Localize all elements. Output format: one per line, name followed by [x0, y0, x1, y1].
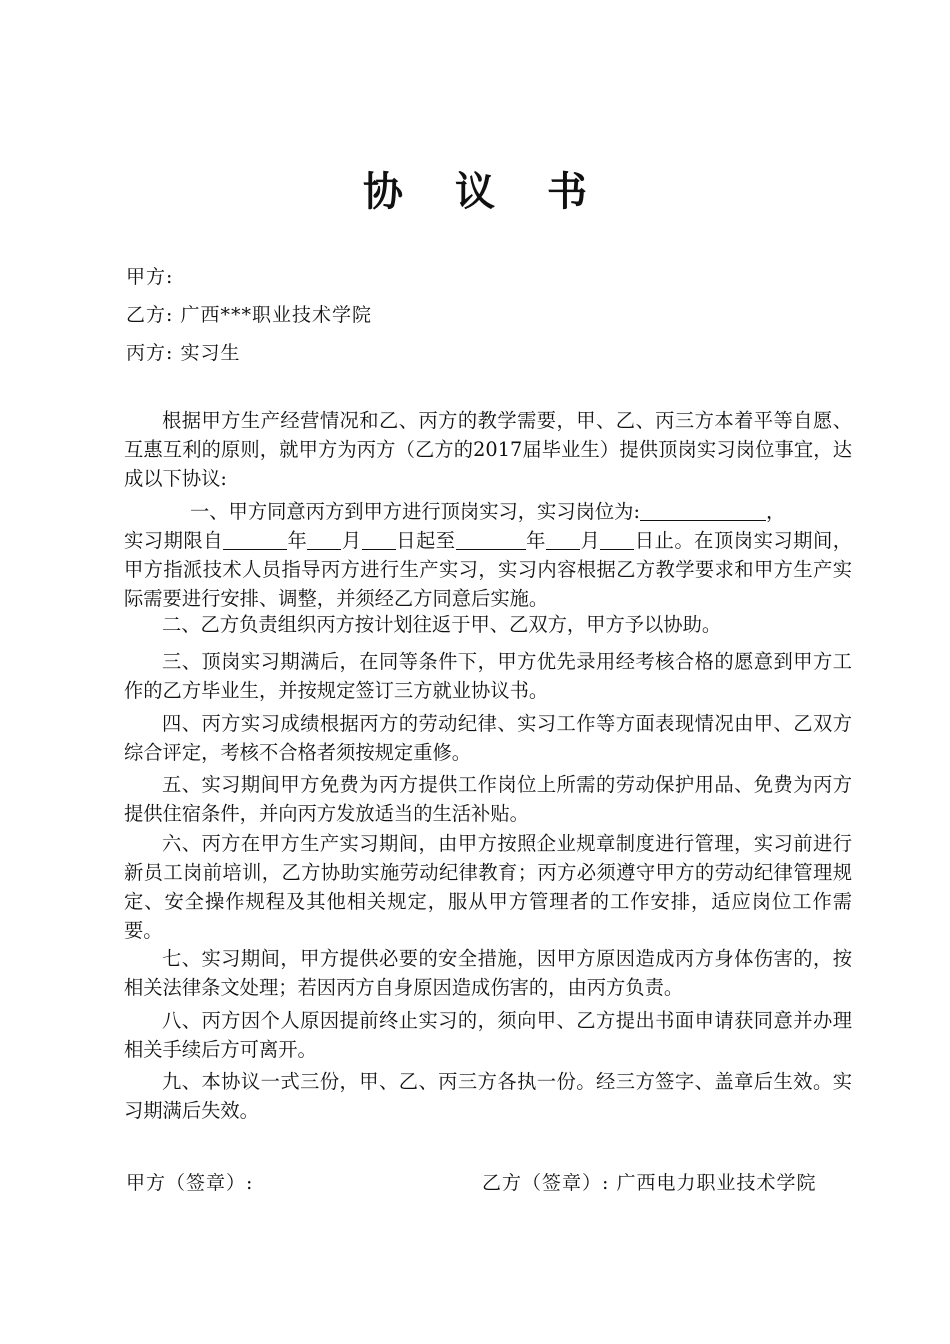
clause-9 — [124, 1067, 852, 1125]
clause-5 — [124, 770, 852, 828]
clause-3 — [124, 647, 852, 705]
title-char-1: 协 — [363, 169, 403, 215]
clause-4 — [124, 709, 852, 767]
clause-7 — [124, 944, 852, 1002]
clause-8-text: 八、丙方因个人原因提前终止实习的，须向甲、乙方提出书面申请获同意并办理相关手续后方可离开。 — [124, 1009, 852, 1061]
start-year-label: 年 — [287, 529, 308, 552]
clause-1-text — [124, 497, 852, 613]
clause-1-comma: ， — [765, 500, 786, 523]
title-char-3: 书 — [547, 169, 587, 215]
end-year-blank[interactable] — [456, 529, 526, 550]
party-a-line: 甲方: — [126, 266, 174, 288]
end-year-label: 年 — [525, 529, 546, 552]
clause-3-text: 三、顶岗实习期满后，在同等条件下，甲方优先录用经考核合格的愿意到甲方工作的乙方毕业生，并按规定签订三方就业协议书。 — [124, 650, 852, 702]
end-month-label: 月 — [579, 529, 601, 552]
party-b-signature: 乙方（签章）: 广西电力职业技术学院 — [482, 1172, 817, 1194]
term-from-label: 实习期限自 — [124, 529, 224, 552]
clause-1-part-1: 一、甲方同意丙方到甲方进行顶岗实习，实习岗位为: — [190, 500, 640, 523]
clause-7-text: 七、实习期间，甲方提供必要的安全措施，因甲方原因造成丙方身体伤害的，按相关法律条文处理；若因丙方自身原因造成伤害的，由丙方负责。 — [124, 947, 852, 999]
title-char-2: 议 — [455, 169, 495, 215]
end-day-blank[interactable] — [600, 529, 634, 550]
document-title — [0, 160, 950, 217]
start-month-label: 月 — [341, 529, 362, 552]
intro-text: 根据甲方生产经营情况和乙、丙方的教学需要，甲、乙、丙三方本着平等自愿、互惠互利的原则，就甲方为丙方（乙方的2017届毕业生）提供顶岗实习岗位事宜，达成以下协议: — [124, 409, 852, 490]
start-year-blank[interactable] — [223, 529, 287, 550]
start-month-blank[interactable] — [307, 529, 341, 550]
party-c-line: 丙方: 实习生 — [126, 342, 241, 364]
clause-9-text: 九、本协议一式三份，甲、乙、丙三方各执一份。经三方签字、盖章后生效。实习期满后失效。 — [124, 1070, 852, 1122]
position-blank[interactable] — [640, 500, 766, 521]
start-day-label: 日起至 — [395, 529, 456, 552]
clause-6 — [124, 829, 852, 945]
end-month-blank[interactable] — [546, 529, 580, 550]
party-b-line: 乙方: 广西***职业技术学院 — [126, 304, 372, 326]
clause-2 — [124, 610, 852, 639]
party-a-signature: 甲方（签章）: — [126, 1172, 254, 1194]
clause-4-text: 四、丙方实习成绩根据丙方的劳动纪律、实习工作等方面表现情况由甲、乙双方综合评定，考核不合格者须按规定重修。 — [124, 712, 852, 764]
start-day-blank[interactable] — [362, 529, 396, 550]
clause-2-text: 二、乙方负责组织丙方按计划往返于甲、乙双方，甲方予以协助。 — [162, 613, 722, 636]
intro-paragraph — [124, 406, 852, 493]
clause-1-rest: 日止。在顶岗实习期间，甲方指派技术人员指导丙方进行生产实习，实习内容根据乙方教学要求和甲方生产实际需要进行安排、调整，并须经乙方同意后实施。 — [124, 529, 853, 610]
clause-1 — [124, 497, 852, 613]
clause-5-text: 五、实习期间甲方免费为丙方提供工作岗位上所需的劳动保护用品、免费为丙方提供住宿条件，并向丙方发放适当的生活补贴。 — [124, 773, 852, 825]
clause-6-text: 六、丙方在甲方生产实习期间，由甲方按照企业规章制度进行管理，实习前进行新员工岗前培训，乙方协助实施劳动纪律教育；丙方必须遵守甲方的劳动纪律管理规定、安全操作规程及其他相关规定，服从甲方管理者的工作安排，适应岗位工作需要。 — [124, 832, 852, 942]
clause-8 — [124, 1006, 852, 1064]
